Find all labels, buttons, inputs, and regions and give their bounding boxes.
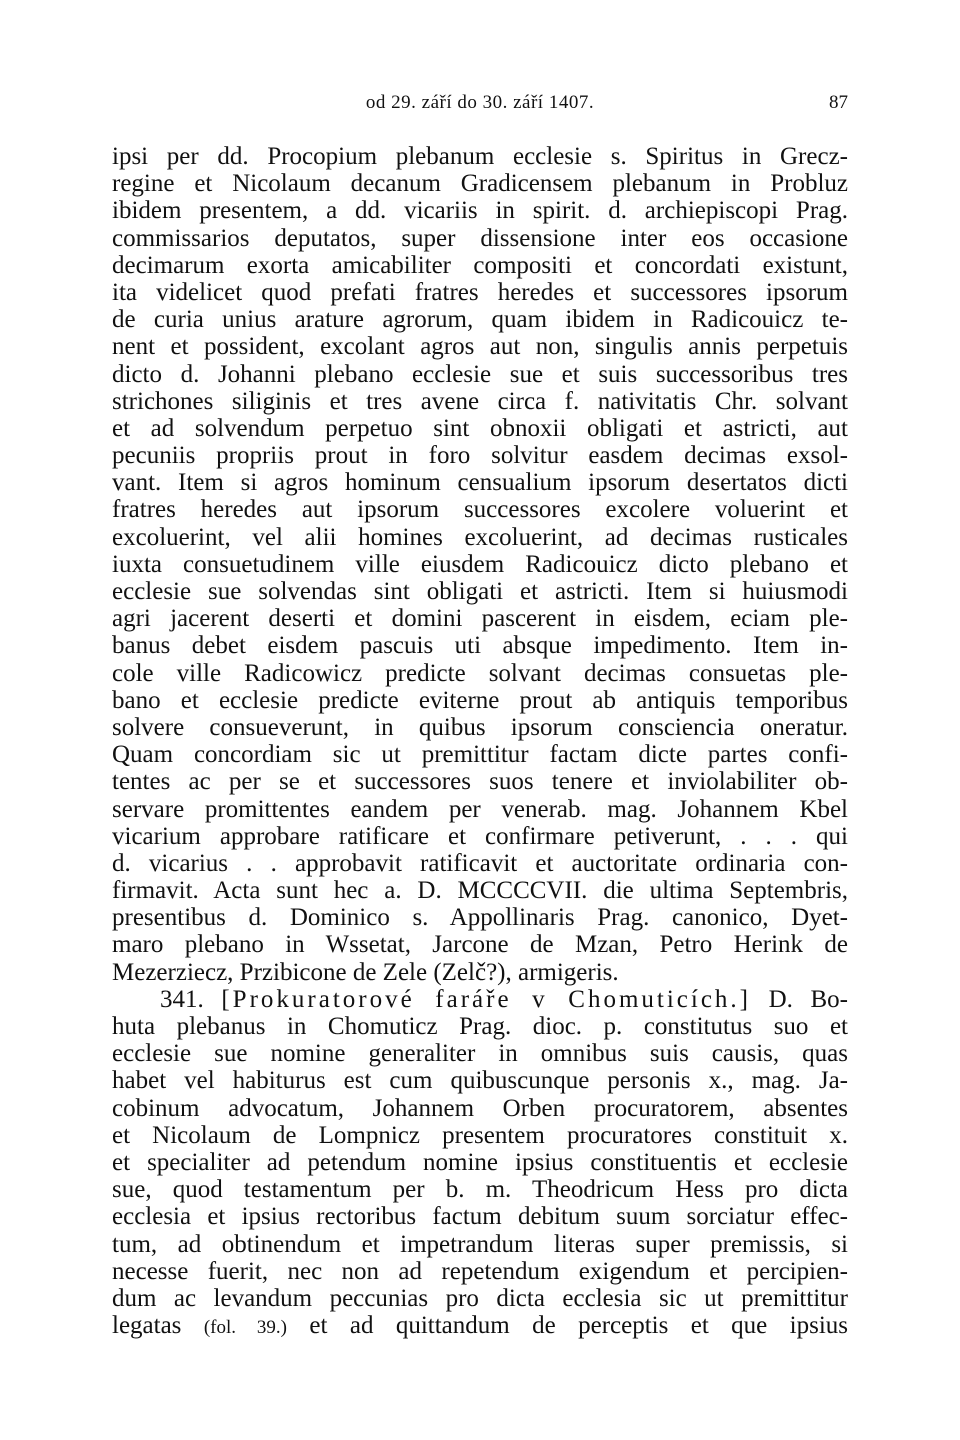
text-line: servare promittentes eandem per venerab. mag. Johannem Kbel: [112, 795, 848, 823]
text-line: ecclesie sue nomine generaliter in omnibus suis causis, quas: [112, 1040, 848, 1068]
text-line: et ad solvendum perpetuo sint obnoxii obligati et astricti, aut: [112, 414, 848, 442]
text-line: ipsi per dd. Procopium plebanum ecclesie s. Spiritus in Grecz-: [112, 143, 848, 170]
text-line: banus debet eisdem pascuis uti absque impedimento. Item in-: [112, 632, 848, 660]
text-line: strichones siliginis et tres avene circa f. nativitatis Chr. solvant: [112, 387, 848, 415]
text-line: iuxta consuetudinem ville eiusdem Radicouicz dicto plebano et: [112, 550, 848, 578]
text-line: vicarium approbare ratificare et confirmare petiverunt, . . . qui: [112, 822, 848, 850]
page-number: 87: [829, 92, 848, 113]
text-line: habet vel habiturus est cum quibuscunque personis x., mag. Ja-: [112, 1067, 848, 1095]
text-line: solvere consueverunt, in quibus ipsorum consciencia oneratur.: [112, 713, 848, 741]
text-line: ibidem presentem, a dd. vicariis in spirit. d. archiepiscopi Prag.: [112, 197, 848, 225]
final-text-line: [112, 1312, 848, 1339]
text-line: nent et possident, excolant agros aut non, singulis annis perpetuis: [112, 333, 848, 361]
text-line: presentibus d. Dominico s. Appollinaris Prag. canonico, Dyet-: [112, 904, 848, 932]
text-line: fratres heredes aut ipsorum successores excolere voluerint et: [112, 496, 848, 524]
running-title: od 29. září do 30. září 1407.: [365, 92, 595, 113]
text-line: ecclesia et ipsius rectoribus factum debitum suum sorciatur effec-: [112, 1203, 848, 1231]
text-line: Mezerziecz, Przibicone de Zele (Zelč?), armigeris.: [112, 958, 619, 986]
text-line: tentes ac per se et successores suos tenere et inviolabiliter ob-: [112, 768, 848, 796]
text-line: maro plebano in Wssetat, Jarcone de Mzan, Petro Herink de: [112, 931, 848, 959]
text-line: tum, ad obtinendum et impetrandum literas super premissis, si: [112, 1230, 848, 1258]
text-line: vant. Item si agros hominum censualium ipsorum desertatos dicti: [112, 469, 848, 497]
text-line: ecclesie sue solvendas sint obligati et astricti. Item si huiusmodi: [112, 578, 848, 605]
text-line: cobinum advocatum, Johannem Orben procuratorem, absentes: [112, 1094, 848, 1122]
running-head: [112, 92, 848, 120]
text-line: pecuniis propriis prout in foro solvitur easdem decimas exsol-: [112, 442, 848, 470]
entry-heading: [Prokuratorové faráře v Chomuticích.]: [221, 985, 751, 1013]
final-line-start: legatas: [112, 1312, 182, 1340]
text-line: dicto d. Johanni plebano ecclesie sue et suis successoribus tres: [112, 360, 848, 388]
text-line: d. vicarius . . approbavit ratificavit et auctoritate ordinaria con-: [112, 849, 848, 877]
text-line: et Nicolaum de Lompnicz presentem procuratores constituit x.: [112, 1121, 848, 1149]
text-line: dum ac levandum peccunias pro dicta ecclesia sic ut premittitur: [112, 1284, 848, 1312]
entry-first-line-rest: D. Bo-: [768, 985, 849, 1013]
text-line: firmavit. Acta sunt hec a. D. MCCCCVII. die ultima Septembris,: [112, 877, 848, 905]
text-line: bano et ecclesie predicte eviterne prout ab antiquis temporibus: [112, 686, 848, 714]
text-line: Quam concordiam sic ut premittitur factam dicte partes confi-: [112, 741, 848, 769]
text-line: ita videlicet quod prefati fratres heredes et successores ipsorum: [112, 278, 848, 306]
text-line: commissarios deputatos, super dissensione inter eos occasione: [112, 224, 848, 252]
entry-number: 341.: [160, 985, 204, 1013]
text-line: excoluerint, vel alii homines excoluerint, ad decimas rusticales: [112, 523, 848, 551]
text-line: sue, quod testamentum per b. m. Theodricum Hess pro dicta: [112, 1176, 848, 1204]
text-line: et specialiter ad petendum nomine ipsius constituentis et ecclesie: [112, 1148, 848, 1176]
text-line: cole ville Radicowicz predicte solvant decimas consuetas ple-: [112, 659, 848, 687]
folio-reference: (fol. 39.): [203, 1317, 287, 1339]
text-line: agri jacerent deserti et domini pascerent in eisdem, eciam ple-: [112, 605, 848, 633]
final-line-end: et ad quittandum de perceptis et que ipsius: [309, 1312, 849, 1340]
text-line: decimarum exorta amicabiliter compositi et concordati existunt,: [112, 251, 848, 279]
body-text: [112, 143, 848, 1339]
text-line: necesse fuerit, nec non ad repetendum exigendum et percipien-: [112, 1257, 848, 1285]
text-line: huta plebanus in Chomuticz Prag. dioc. p. constitutus suo et: [112, 1013, 848, 1040]
text-line: de curia unius arature agrorum, quam ibidem in Radicouicz te-: [112, 306, 848, 334]
entry-341-first-line: [112, 986, 848, 1013]
text-line: regine et Nicolaum decanum Gradicensem plebanum in Probluz: [112, 170, 848, 198]
